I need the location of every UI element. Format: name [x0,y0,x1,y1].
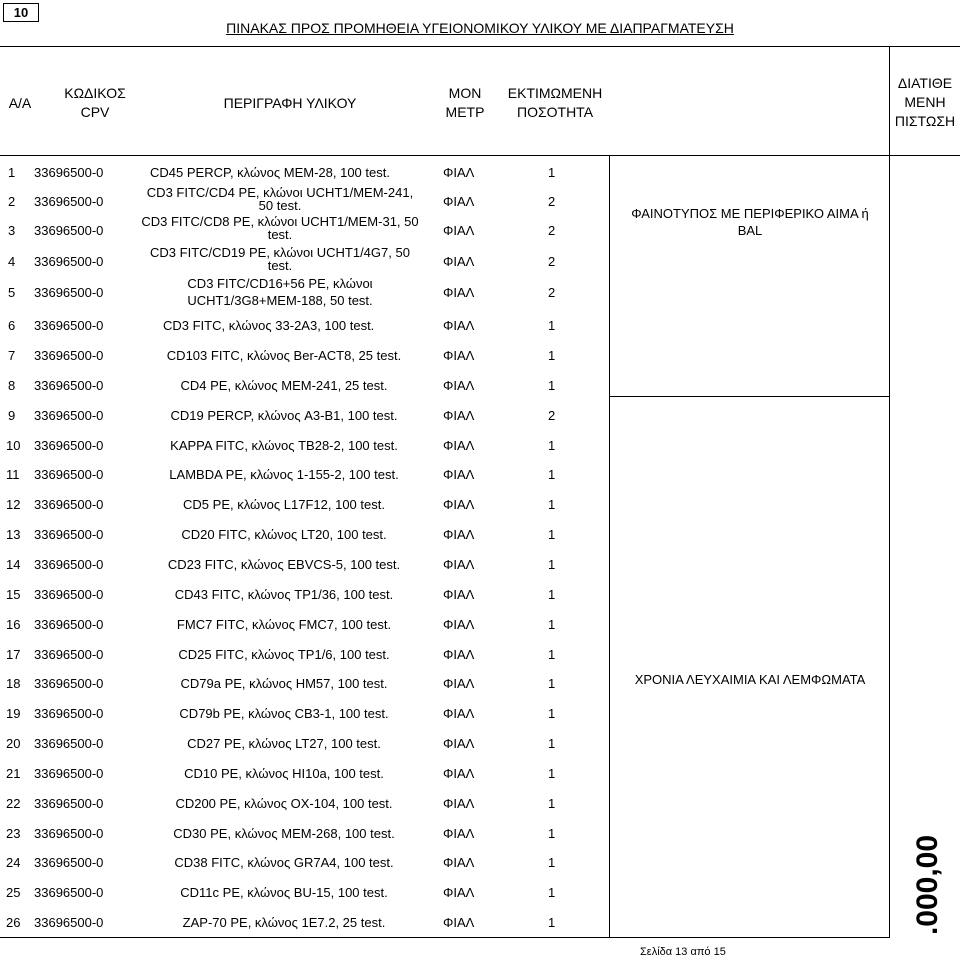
row-description: LAMBDA PE, κλώνος 1-155-2, 100 test. [169,467,399,482]
row-unit: ΦΙΑΛ [443,467,475,482]
row-unit: ΦΙΑΛ [443,587,475,602]
row-unit: ΦΙΑΛ [443,855,475,870]
row-number: 8 [8,378,16,393]
row-quantity: 1 [548,885,556,900]
row-unit: ΦΙΑΛ [443,378,475,393]
row-number: 7 [8,348,16,363]
header-unit [430,84,500,122]
row-cpv: 33696500-0 [34,706,104,721]
row-description: CD23 FITC, κλώνος EBVCS-5, 100 test. [167,557,401,572]
row-unit: ΦΙΑΛ [443,408,475,423]
row-cpv: 33696500-0 [34,318,104,333]
page-footer: Σελίδα 13 από 15 [640,946,726,958]
row-description-line2: test. [267,258,293,273]
row-quantity: 1 [548,378,556,393]
row-quantity: 1 [548,736,556,751]
row-description [122,276,438,308]
row-description-line2: UCHT1/3G8+MEM-188, 50 test. [187,293,373,308]
row-quantity: 1 [548,647,556,662]
row-number: 25 [6,885,21,900]
header-credit [890,74,960,131]
header-code [40,84,150,122]
row-cpv: 33696500-0 [34,855,104,870]
row-cpv: 33696500-0 [34,165,104,180]
row-description: CD27 PE, κλώνος LT27, 100 test. [187,736,381,751]
row-cpv: 33696500-0 [34,497,104,512]
row-unit: ΦΙΑΛ [443,706,475,721]
row-description-line1: CD3 FITC/CD16+56 PE, κλώνοι [187,276,373,291]
row-description [122,245,438,273]
row-number: 2 [8,194,16,209]
header-code-line2: CPV [80,104,110,120]
header-quantity-line1: ΕΚΤΙΜΩΜΕΝΗ [507,85,603,101]
row-quantity: 2 [548,408,556,423]
row-description [122,185,438,213]
row-number: 24 [6,855,21,870]
row-cpv: 33696500-0 [34,796,104,811]
leukemia-note: ΧΡΟΝΙΑ ΛΕΥΧΑΙΜΙΑ ΚΑΙ ΛΕΜΦΩΜΑΤΑ [634,672,866,687]
row-number: 3 [8,223,16,238]
row-quantity: 1 [548,587,556,602]
row-number: 19 [6,706,21,721]
row-unit: ΦΙΑΛ [443,826,475,841]
header-credit-line2: ΜΕΝΗ [904,94,946,110]
row-description: FMC7 FITC, κλώνος FMC7, 100 test. [176,617,392,632]
phenotype-note [612,205,888,239]
row-unit: ΦΙΑΛ [443,736,475,751]
row-description: CD3 FITC, κλώνος 33-2A3, 100 test. [163,318,375,333]
row-quantity: 2 [548,285,556,300]
row-description: CD11c PE, κλώνος BU-15, 100 test. [180,885,388,900]
row-unit: ΦΙΑΛ [443,285,475,300]
row-number: 15 [6,587,21,602]
row-description-line1: CD3 FITC/CD19 PE, κλώνοι UCHT1/4G7, 50 [150,245,410,260]
row-description: KAPPA FITC, κλώνος TB28-2, 100 test. [170,438,398,453]
row-description: CD43 FITC, κλώνος TP1/36, 100 test. [174,587,394,602]
row-quantity: 1 [548,497,556,512]
row-number: 12 [6,497,21,512]
row-quantity: 1 [548,766,556,781]
row-description: CD79b PE, κλώνος CB3-1, 100 test. [179,706,389,721]
row-cpv: 33696500-0 [34,527,104,542]
row-quantity: 1 [548,855,556,870]
row-cpv: 33696500-0 [34,766,104,781]
row-unit: ΦΙΑΛ [443,557,475,572]
header-quantity-line2: ΠΟΣΟΤΗΤΑ [516,104,594,120]
row-description: CD25 FITC, κλώνος TP1/6, 100 test. [178,647,390,662]
row-cpv: 33696500-0 [34,647,104,662]
row-number: 5 [8,285,16,300]
row-cpv: 33696500-0 [34,348,104,363]
header-credit-line1: ΔΙΑΤΙΘΕ [897,75,953,91]
header-unit-line2: ΜΕΤΡ [445,104,485,120]
row-quantity: 1 [548,557,556,572]
header-bottom-border [0,155,960,156]
header-top-border [0,46,960,47]
row-number: 14 [6,557,21,572]
row-quantity: 1 [548,676,556,691]
row-description: CD5 PE, κλώνος L17F12, 100 test. [183,497,385,512]
row-cpv: 33696500-0 [34,378,104,393]
page-number-box: 10 [3,3,39,22]
phenotype-note-line1: ΦΑΙΝΟΤΥΠΟΣ ΜΕ ΠΕΡΙΦΕΡΙΚΟ ΑΙΜΑ ή [631,206,869,221]
row-quantity: 1 [548,706,556,721]
row-quantity: 2 [548,194,556,209]
row-unit: ΦΙΑΛ [443,318,475,333]
row-number: 1 [8,165,16,180]
row-description-line1: CD3 FITC/CD8 PE, κλώνοι UCHT1/MEM-31, 50 [141,214,419,229]
row-unit: ΦΙΑΛ [443,885,475,900]
row-cpv: 33696500-0 [34,587,104,602]
row-cpv: 33696500-0 [34,915,104,930]
row-description: CD200 PE, κλώνος OX-104, 100 test. [175,796,393,811]
row-quantity: 1 [548,826,556,841]
row-quantity: 1 [548,165,556,180]
row-unit: ΦΙΑΛ [443,796,475,811]
row-quantity: 1 [548,348,556,363]
row-quantity: 1 [548,527,556,542]
row-number: 13 [6,527,21,542]
row-cpv: 33696500-0 [34,617,104,632]
header-code-line1: ΚΩΔΙΚΟΣ [64,85,126,101]
row-quantity: 1 [548,796,556,811]
header-description: ΠΕΡΙΓΡΑΦΗ ΥΛΙΚΟΥ [223,95,357,111]
row-description: CD4 PE, κλώνος MEM-241, 25 test. [180,378,388,393]
row-cpv: 33696500-0 [34,254,104,269]
row-unit: ΦΙΑΛ [443,676,475,691]
row-number: 17 [6,647,21,662]
row-cpv: 33696500-0 [34,826,104,841]
header-aa: Α/Α [8,95,32,111]
row-unit: ΦΙΑΛ [443,438,475,453]
row-quantity: 1 [548,318,556,333]
row-cpv: 33696500-0 [34,194,104,209]
row-description: CD38 FITC, κλώνος GR7A4, 100 test. [174,855,394,870]
row-unit: ΦΙΑΛ [443,223,475,238]
row-cpv: 33696500-0 [34,223,104,238]
row-quantity: 2 [548,223,556,238]
row-cpv: 33696500-0 [34,285,104,300]
row-unit: ΦΙΑΛ [443,497,475,512]
notes-group-divider [609,396,890,397]
row-quantity: 1 [548,617,556,632]
row-quantity: 1 [548,915,556,930]
row-unit: ΦΙΑΛ [443,617,475,632]
row-unit: ΦΙΑΛ [443,348,475,363]
header-quantity [495,84,615,122]
row-quantity: 2 [548,254,556,269]
table-bottom-border [0,937,890,938]
row-description-line2: 50 test. [258,198,302,213]
row-unit: ΦΙΑΛ [443,527,475,542]
row-unit: ΦΙΑΛ [443,647,475,662]
row-unit: ΦΙΑΛ [443,915,475,930]
credit-total: .000,00 [911,834,944,936]
row-number: 20 [6,736,21,751]
row-number: 11 [6,467,20,482]
row-quantity: 1 [548,438,556,453]
row-description: CD10 PE, κλώνος HI10a, 100 test. [184,766,384,781]
document-title: ΠΙΝΑΚΑΣ ΠΡΟΣ ΠΡΟΜΗΘΕΙΑ ΥΓΕΙΟΝΟΜΙΚΟΥ ΥΛΙΚΟΥ ΜΕ ΔΙΑΠΡΑΓΜΑΤΕΥΣΗ [226,20,734,36]
row-unit: ΦΙΑΛ [443,165,475,180]
row-number: 6 [8,318,16,333]
row-unit: ΦΙΑΛ [443,254,475,269]
row-description: CD79a PE, κλώνος HM57, 100 test. [180,676,388,691]
row-description: CD45 PERCP, κλώνος MEM-28, 100 test. [150,165,390,180]
row-cpv: 33696500-0 [34,467,104,482]
row-description [122,214,438,242]
row-number: 9 [8,408,16,423]
row-number: 23 [6,826,21,841]
row-description: CD30 PE, κλώνος MEM-268, 100 test. [173,826,395,841]
row-cpv: 33696500-0 [34,885,104,900]
row-number: 26 [6,915,21,930]
row-unit: ΦΙΑΛ [443,766,475,781]
row-number: 18 [6,676,21,691]
row-description-line2: test. [267,227,293,242]
row-cpv: 33696500-0 [34,676,104,691]
row-description: CD103 FITC, κλώνος Ber-ACT8, 25 test. [166,348,402,363]
notes-col-left-border [609,156,610,938]
row-number: 10 [6,438,21,453]
row-number: 16 [6,617,21,632]
row-description-line1: CD3 FITC/CD4 PE, κλώνοι UCHT1/MEM-241, [146,185,414,200]
phenotype-note-line2: BAL [737,223,763,238]
row-cpv: 33696500-0 [34,557,104,572]
row-cpv: 33696500-0 [34,408,104,423]
row-number: 21 [6,766,21,781]
header-credit-line3: ΠΙΣΤΩΣΗ [894,113,956,129]
row-quantity: 1 [548,467,556,482]
row-cpv: 33696500-0 [34,438,104,453]
row-number: 4 [8,254,16,269]
credit-col-left-border [889,46,890,938]
row-cpv: 33696500-0 [34,736,104,751]
row-description: CD20 FITC, κλώνος LT20, 100 test. [181,527,387,542]
row-description: CD19 PERCP, κλώνος A3-B1, 100 test. [170,408,398,423]
row-number: 22 [6,796,21,811]
row-unit: ΦΙΑΛ [443,194,475,209]
header-unit-line1: ΜΟΝ [448,85,482,101]
row-description: ZAP-70 PE, κλώνος 1E7.2, 25 test. [182,915,386,930]
